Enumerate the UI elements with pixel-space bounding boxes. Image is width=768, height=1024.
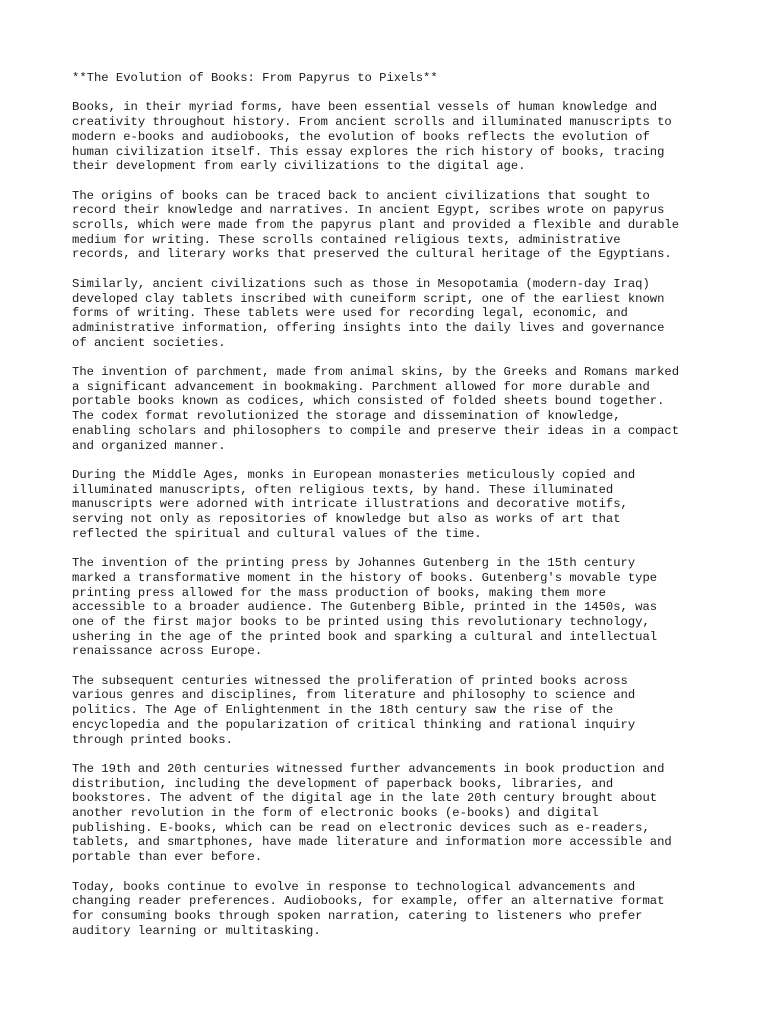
text-line: distribution, including the development of paperback books, libraries, and (72, 776, 614, 791)
text-line: politics. The Age of Enlightenment in the 18th century saw the rise of the (72, 703, 614, 718)
text-line: creativity throughout history. From ancient scrolls and illuminated manuscripts to (72, 115, 672, 130)
text-line: Today, books continue to evolve in response to technological advancements and (72, 879, 636, 894)
text-line: The subsequent centuries witnessed the proliferation of printed books across (72, 673, 628, 688)
paragraph (72, 556, 702, 659)
text-line: portable than ever before. (72, 850, 263, 865)
text-line: publishing. E-books, which can be read on electronic devices such as e-readers, (72, 820, 650, 835)
text-line: a significant advancement in bookmaking. Parchment allowed for more durable and (72, 379, 650, 394)
paragraph (72, 674, 702, 748)
text-line: changing reader preferences. Audiobooks, for example, offer an alternative format (72, 894, 665, 909)
text-line: their development from early civilizations to the digital age. (72, 159, 526, 174)
text-line: auditory learning or multitasking. (72, 923, 321, 938)
text-line: one of the first major books to be printed using this revolutionary technology, (72, 614, 650, 629)
text-line: manuscripts were adorned with intricate illustrations and decorative motifs, (72, 497, 628, 512)
text-line: accessible to a broader audience. The Gutenberg Bible, printed in the 1450s, was (72, 600, 658, 615)
text-line: medium for writing. These scrolls contained religious texts, administrative (72, 232, 621, 247)
text-line: record their knowledge and narratives. In ancient Egypt, scribes wrote on papyrus (72, 203, 665, 218)
text-line: of ancient societies. (72, 335, 226, 350)
document-title: **The Evolution of Books: From Papyrus to Pixels** (72, 71, 438, 85)
text-line: ushering in the age of the printed book and sparking a cultural and intellectual (72, 629, 658, 644)
paragraph (72, 365, 702, 453)
text-line: another revolution in the form of electronic books (e-books) and digital (72, 806, 599, 821)
text-line: human civilization itself. This essay explores the rich history of books, tracing (72, 144, 665, 159)
text-line: administrative information, offering insights into the daily lives and governance (72, 320, 665, 335)
text-line: The origins of books can be traced back to ancient civilizations that sought to (72, 188, 650, 203)
text-line: modern e-books and audiobooks, the evolution of books reflects the evolution of (72, 129, 650, 144)
paragraph (72, 277, 702, 351)
text-line: forms of writing. These tablets were used for recording legal, economic, and (72, 306, 628, 321)
text-line: The invention of parchment, made from animal skins, by the Greeks and Romans marked (72, 365, 680, 379)
text-line: Similarly, ancient civilizations such as those in Mesopotamia (modern-day Iraq) (72, 276, 650, 291)
text-line: through printed books. (72, 732, 233, 747)
text-line: The codex format revolutionized the storage and dissemination of knowledge, (72, 409, 621, 424)
text-line: for consuming books through spoken narration, catering to listeners who prefer (72, 908, 643, 923)
text-line: enabling scholars and philosophers to compile and preserve their ideas in a compact (72, 423, 680, 438)
text-line: During the Middle Ages, monks in European monasteries meticulously copied and (72, 467, 636, 482)
paragraph (72, 880, 702, 939)
text-line: encyclopedia and the popularization of critical thinking and rational inquiry (72, 717, 636, 732)
text-line: marked a transformative moment in the history of books. Gutenberg's movable type (72, 570, 658, 585)
text-line: scrolls, which were made from the papyrus plant and provided a flexible and durable (72, 218, 680, 232)
text-line: renaissance across Europe. (72, 644, 263, 659)
text-line: records, and literary works that preserved the cultural heritage of the Egyptians. (72, 247, 672, 262)
text-line: tablets, and smartphones, have made literature and information more accessible and (72, 835, 672, 850)
paragraph (72, 468, 702, 542)
document-page (72, 71, 702, 953)
paragraph (72, 762, 702, 865)
text-line: The invention of the printing press by Johannes Gutenberg in the 15th century (72, 556, 636, 571)
text-line: serving not only as repositories of knowledge but also as works of art that (72, 512, 621, 527)
paragraph (72, 100, 702, 174)
text-line: bookstores. The advent of the digital age in the late 20th century brought about (72, 791, 658, 806)
text-line: illuminated manuscripts, often religious texts, by hand. These illuminated (72, 482, 614, 497)
text-line: reflected the spiritual and cultural values of the time. (72, 526, 482, 541)
text-line: portable books known as codices, which consisted of folded sheets bound together. (72, 394, 665, 409)
text-line: Books, in their myriad forms, have been essential vessels of human knowledge and (72, 100, 658, 115)
text-line: printing press allowed for the mass production of books, making them more (72, 585, 606, 600)
text-line: The 19th and 20th centuries witnessed further advancements in book production and (72, 761, 665, 776)
text-line: various genres and disciplines, from literature and philosophy to science and (72, 688, 636, 703)
paragraph (72, 189, 702, 263)
document-body (72, 100, 702, 938)
text-line: developed clay tablets inscribed with cuneiform script, one of the earliest known (72, 291, 665, 306)
text-line: and organized manner. (72, 438, 226, 453)
